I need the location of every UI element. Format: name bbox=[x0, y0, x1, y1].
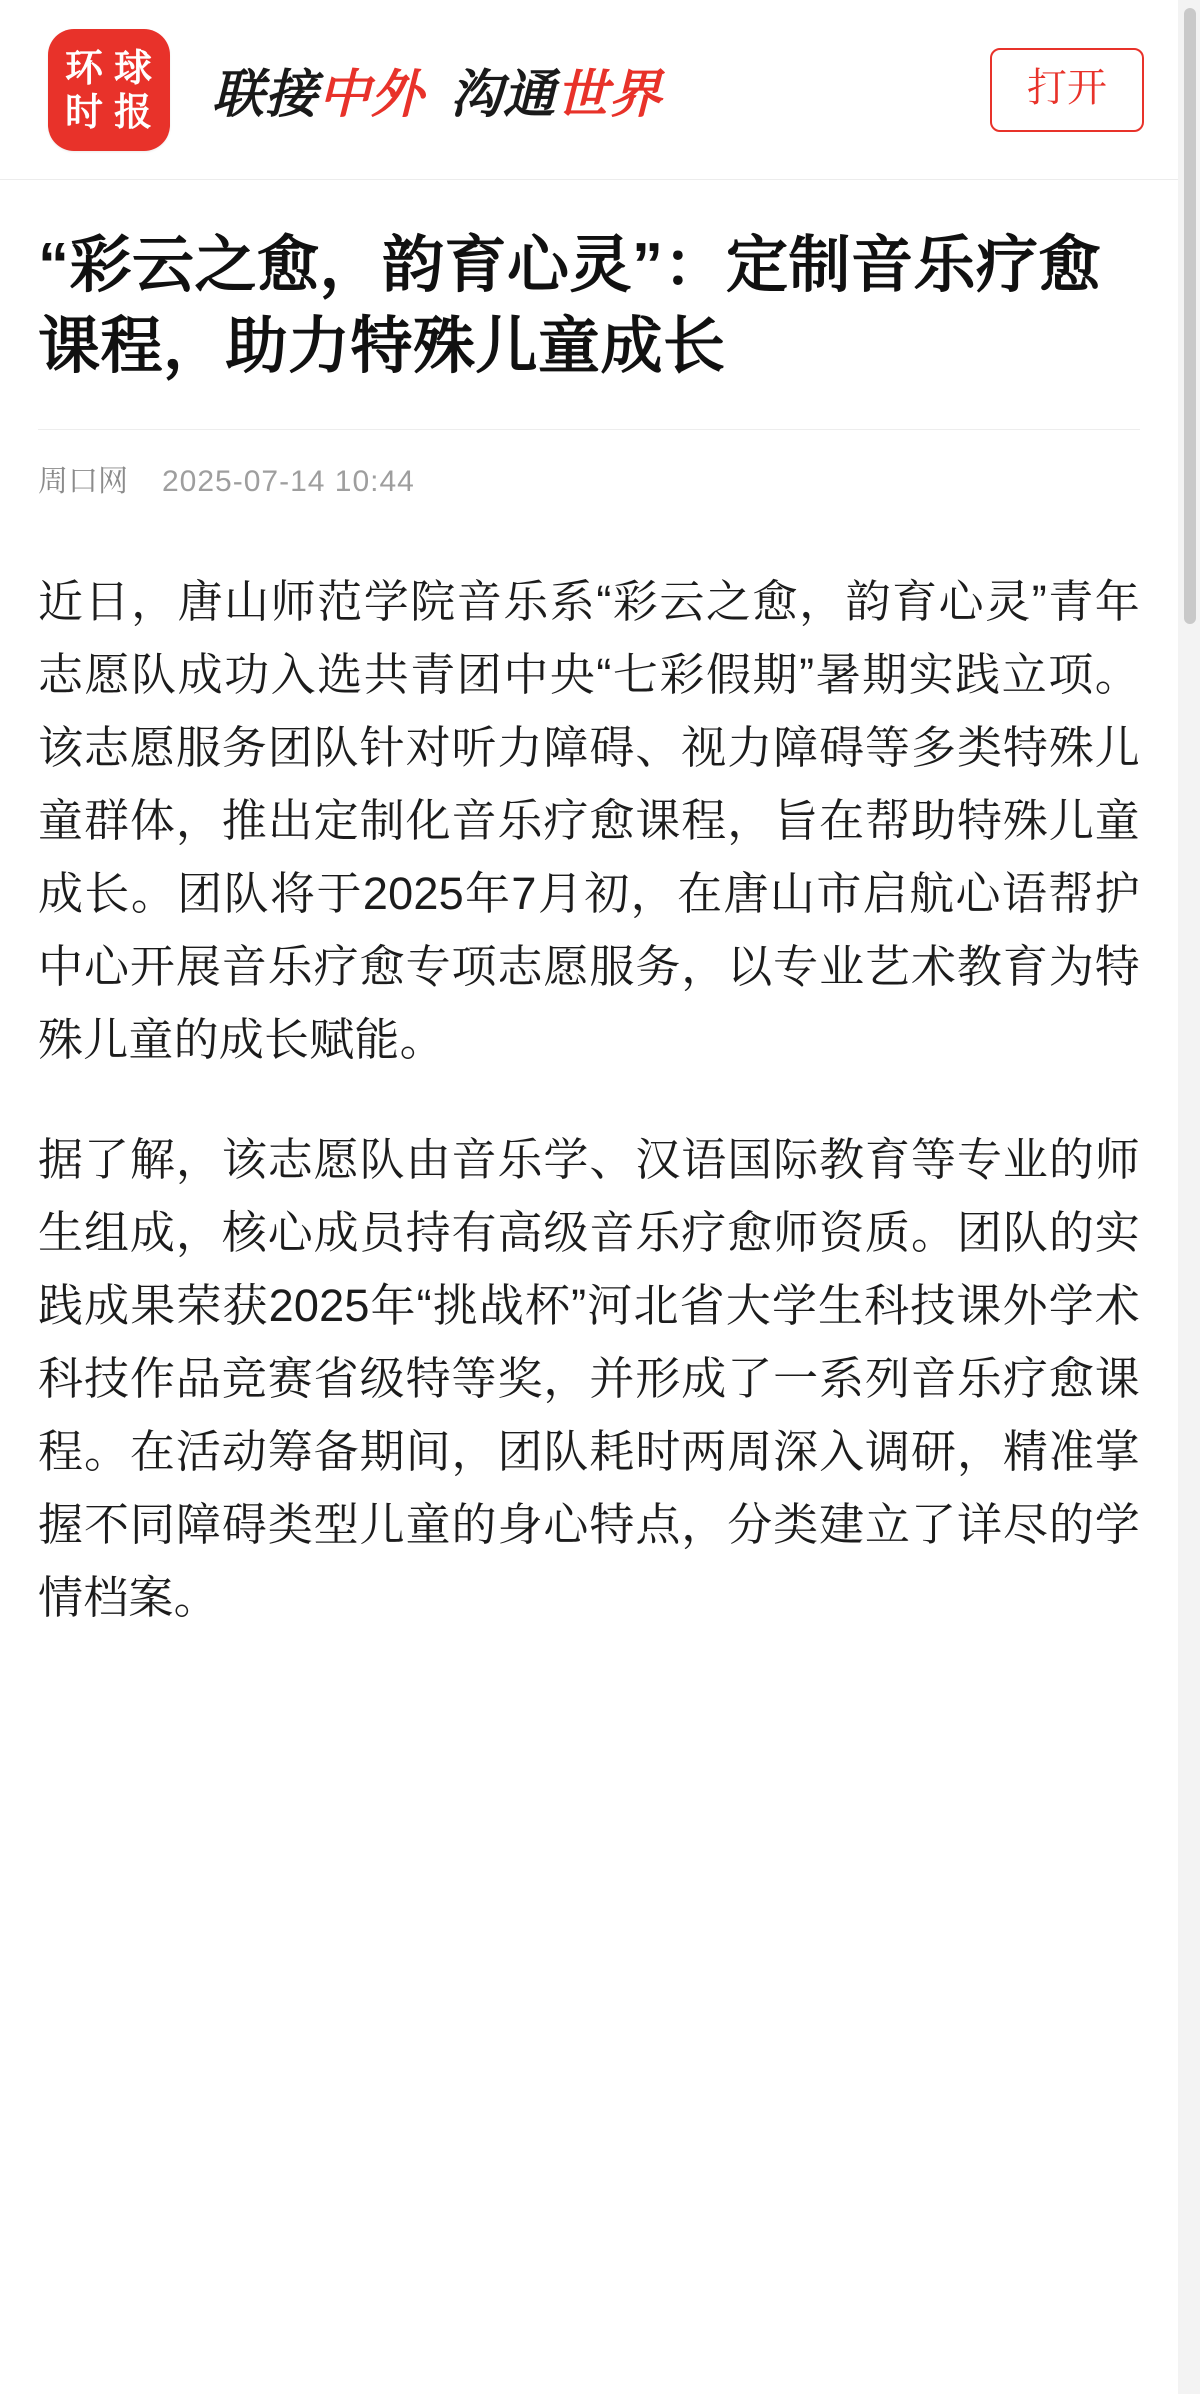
page-scrollbar-thumb[interactable] bbox=[1184, 8, 1196, 624]
logo-char-3: 时 bbox=[64, 88, 104, 134]
page-scrollbar-track[interactable] bbox=[1178, 0, 1200, 2394]
article-body bbox=[38, 566, 1140, 1634]
slogan-part-2: 沟通 bbox=[450, 66, 557, 124]
app-header bbox=[0, 0, 1178, 180]
slogan-accent-1: 中外 bbox=[318, 66, 425, 124]
open-app-button[interactable]: 打开 bbox=[990, 48, 1144, 132]
brand-slogan bbox=[212, 52, 990, 127]
logo-char-4: 报 bbox=[113, 88, 153, 134]
article-source: 周口网 bbox=[38, 465, 128, 499]
article-container bbox=[0, 180, 1178, 1635]
logo-char-1: 环 bbox=[64, 44, 104, 90]
article-timestamp: 2025-07-14 10:44 bbox=[162, 465, 415, 499]
article-paragraph: 近日，唐山师范学院音乐系“彩云之愈，韵育心灵”青年志愿队成功入选共青团中央“七彩假期”暑期实践立项。该志愿服务团队针对听力障碍、视力障碍等多类特殊儿童群体，推出定制化音乐疗愈课程，旨在帮助特殊儿童成长。团队将于2025年7月初，在唐山市启航心语帮护中心开展音乐疗愈专项志愿服务，以专业艺术教育为特殊儿童的成长赋能。 bbox=[38, 576, 1140, 1065]
slogan-accent-2: 世界 bbox=[556, 66, 663, 124]
brand-logo-text bbox=[48, 29, 170, 151]
page-title: “彩云之愈，韵育心灵”：定制音乐疗愈课程，助力特殊儿童成长 bbox=[38, 231, 1102, 381]
article-meta bbox=[38, 429, 1140, 508]
logo-char-2: 球 bbox=[113, 44, 153, 90]
brand-logo-icon[interactable] bbox=[48, 29, 170, 151]
article-paragraph: 据了解，该志愿队由音乐学、汉语国际教育等专业的师生组成，核心成员持有高级音乐疗愈师资质。团队的实践成果荣获2025年“挑战杯”河北省大学生科技课外学术科技作品竞赛省级特等奖，并形成了一系列音乐疗愈课程。在活动筹备期间，团队耗时两周深入调研，精准掌握不同障碍类型儿童的身心特点，分类建立了详尽的学情档案。 bbox=[38, 1134, 1140, 1623]
slogan-part-1: 联接 bbox=[212, 66, 319, 124]
